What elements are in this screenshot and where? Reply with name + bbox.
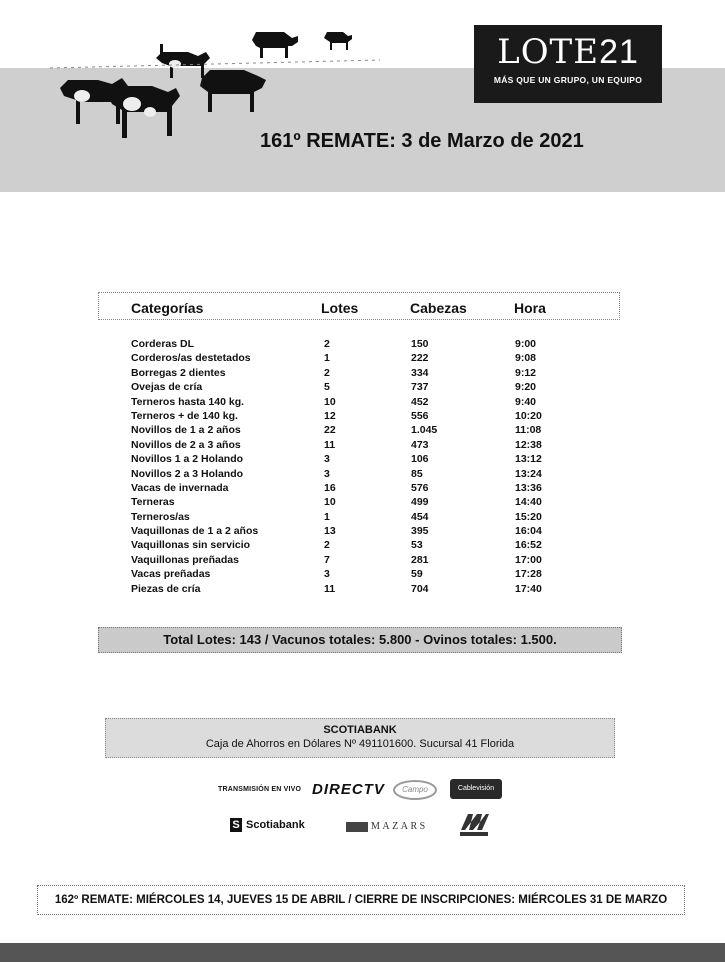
- header-lotes: Lotes: [321, 300, 359, 316]
- cell-lotes: 10: [324, 395, 336, 408]
- cell-categoria: Novillos 1 a 2 Holando: [131, 453, 244, 466]
- table-row: [131, 539, 591, 553]
- cell-categoria: Vacas de invernada: [131, 481, 229, 494]
- cell-hora: 17:00: [515, 553, 542, 566]
- cell-hora: 17:28: [515, 568, 542, 581]
- cell-lotes: 16: [324, 481, 336, 494]
- cell-cabezas: 281: [411, 553, 429, 566]
- cell-categoria: Terneros/as: [131, 510, 190, 523]
- page-title: 161º REMATE: 3 de Marzo de 2021: [260, 130, 584, 152]
- table-row: [131, 338, 591, 352]
- cell-lotes: 2: [324, 338, 330, 350]
- cell-cabezas: 395: [411, 525, 429, 538]
- cell-hora: 13:12: [515, 453, 542, 466]
- mazars-mark-icon: [346, 822, 368, 832]
- cell-hora: 9:12: [515, 366, 537, 379]
- cell-cabezas: 334: [411, 366, 429, 379]
- table-row: [131, 439, 591, 453]
- table-row: [131, 511, 591, 525]
- cell-lotes: 12: [324, 409, 336, 422]
- cell-cabezas: 59: [411, 568, 423, 581]
- cell-categoria: Piezas de cría: [131, 582, 201, 595]
- cell-lotes: 3: [324, 568, 330, 581]
- cell-lotes: 3: [324, 467, 330, 480]
- sponsors-row-2: [230, 812, 500, 840]
- cell-cabezas: 737: [411, 381, 429, 394]
- table-row: [131, 367, 591, 381]
- header-cabezas: Cabezas: [410, 300, 467, 316]
- bank-detail: Caja de Ahorros en Dólares Nº 491101600. Sucursal 41 Florida: [205, 738, 515, 750]
- table-row: [131, 525, 591, 539]
- sponsors-row-1: [218, 778, 508, 804]
- cell-hora: 14:40: [515, 496, 542, 509]
- cell-cabezas: 454: [411, 510, 429, 523]
- cell-categoria: Terneros hasta 140 kg.: [131, 395, 245, 408]
- scotiabank-s-icon: S: [230, 818, 242, 832]
- table-row: [131, 396, 591, 410]
- cell-cabezas: 452: [411, 395, 429, 408]
- cell-hora: 9:20: [515, 381, 537, 394]
- cell-cabezas: 106: [411, 453, 429, 466]
- mazars-logo: MAZARS: [346, 821, 428, 832]
- cell-lotes: 1: [324, 352, 330, 365]
- totals-bar: Total Lotes: 143 / Vacunos totales: 5.800 - Ovinos totales: 1.500.: [98, 627, 622, 653]
- cell-cabezas: 576: [411, 481, 429, 494]
- table-row: [131, 410, 591, 424]
- cell-hora: 10:20: [515, 409, 542, 422]
- cell-hora: 16:52: [515, 539, 542, 552]
- campo-logo: Campo: [393, 780, 437, 800]
- cell-hora: 11:08: [515, 424, 542, 437]
- table-row: [131, 568, 591, 582]
- cell-cabezas: 85: [411, 467, 423, 480]
- cell-lotes: 11: [324, 582, 336, 595]
- cell-hora: 16:04: [515, 525, 542, 538]
- m-brand-icon: [458, 812, 490, 838]
- cell-hora: 9:40: [515, 395, 537, 408]
- scotiabank-logo: S Scotiabank: [230, 818, 305, 832]
- cell-lotes: 2: [324, 366, 330, 379]
- header-hora: Hora: [514, 300, 546, 316]
- cell-cabezas: 53: [411, 539, 423, 552]
- logo-tagline: MÁS QUE UN GRUPO, UN EQUIPO: [493, 75, 643, 85]
- cell-cabezas: 473: [411, 438, 429, 451]
- table-row: [131, 352, 591, 366]
- cell-categoria: Corderas DL: [131, 338, 195, 350]
- cell-hora: 15:20: [515, 510, 542, 523]
- cell-cabezas: 499: [411, 496, 429, 509]
- table-row: [131, 482, 591, 496]
- cell-categoria: Novillos 2 a 3 Holando: [131, 467, 244, 480]
- table-body: [131, 338, 591, 597]
- cell-cabezas: 150: [411, 338, 429, 350]
- cell-lotes: 13: [324, 525, 336, 538]
- table-row: [131, 583, 591, 597]
- cell-lotes: 11: [324, 438, 336, 451]
- cell-hora: 9:08: [515, 352, 537, 365]
- cell-hora: 13:24: [515, 467, 542, 480]
- cell-lotes: 3: [324, 453, 330, 466]
- table-header: [98, 292, 620, 320]
- cell-categoria: Terneros + de 140 kg.: [131, 409, 238, 422]
- table-row: [131, 496, 591, 510]
- cell-categoria: Corderos/as destetados: [131, 352, 251, 365]
- cell-cabezas: 222: [411, 352, 429, 365]
- table-row: [131, 453, 591, 467]
- cell-categoria: Vacas preñadas: [131, 568, 211, 581]
- cell-categoria: Novillos de 1 a 2 años: [131, 424, 241, 437]
- cell-cabezas: 1.045: [411, 424, 438, 437]
- cell-categoria: Vaquillonas preñadas: [131, 553, 239, 566]
- cell-lotes: 7: [324, 553, 330, 566]
- cell-categoria: Ovejas de cría: [131, 381, 203, 394]
- cell-cabezas: 704: [411, 582, 429, 595]
- cell-categoria: Vaquillonas de 1 a 2 años: [131, 525, 259, 538]
- table-row: [131, 381, 591, 395]
- lote21-logo: [474, 25, 662, 103]
- table-row: [131, 468, 591, 482]
- cell-categoria: Novillos de 2 a 3 años: [131, 438, 241, 451]
- table-row: [131, 554, 591, 568]
- cell-cabezas: 556: [411, 409, 429, 422]
- cell-categoria: Vaquillonas sin servicio: [131, 539, 251, 552]
- logo-word: LOTE21: [497, 32, 639, 72]
- cell-hora: 17:40: [515, 582, 542, 595]
- table-row: [131, 424, 591, 438]
- bank-name: SCOTIABANK: [323, 724, 397, 736]
- transmision-label: TRANSMISIÓN EN VIVO: [218, 786, 302, 793]
- cell-hora: 12:38: [515, 438, 542, 451]
- bottom-band: [0, 943, 725, 962]
- header-categoria: Categorías: [131, 300, 204, 316]
- next-auction-banner: 162º REMATE: MIÉRCOLES 14, JUEVES 15 DE ABRIL / CIERRE DE INSCRIPCIONES: MIÉRCOLES 31 DE MARZO: [37, 885, 685, 915]
- cell-hora: 9:00: [515, 338, 537, 350]
- directv-logo: DIRECTV: [312, 781, 385, 798]
- cablevision-logo: Cablevisión: [450, 779, 502, 799]
- cell-lotes: 2: [324, 539, 330, 552]
- cell-lotes: 1: [324, 510, 330, 523]
- cell-lotes: 22: [324, 424, 336, 437]
- cell-lotes: 10: [324, 496, 336, 509]
- cell-categoria: Borregas 2 dientes: [131, 366, 226, 379]
- cell-categoria: Terneras: [131, 496, 175, 509]
- cell-lotes: 5: [324, 381, 330, 394]
- bank-box: [105, 718, 615, 758]
- cell-hora: 13:36: [515, 481, 542, 494]
